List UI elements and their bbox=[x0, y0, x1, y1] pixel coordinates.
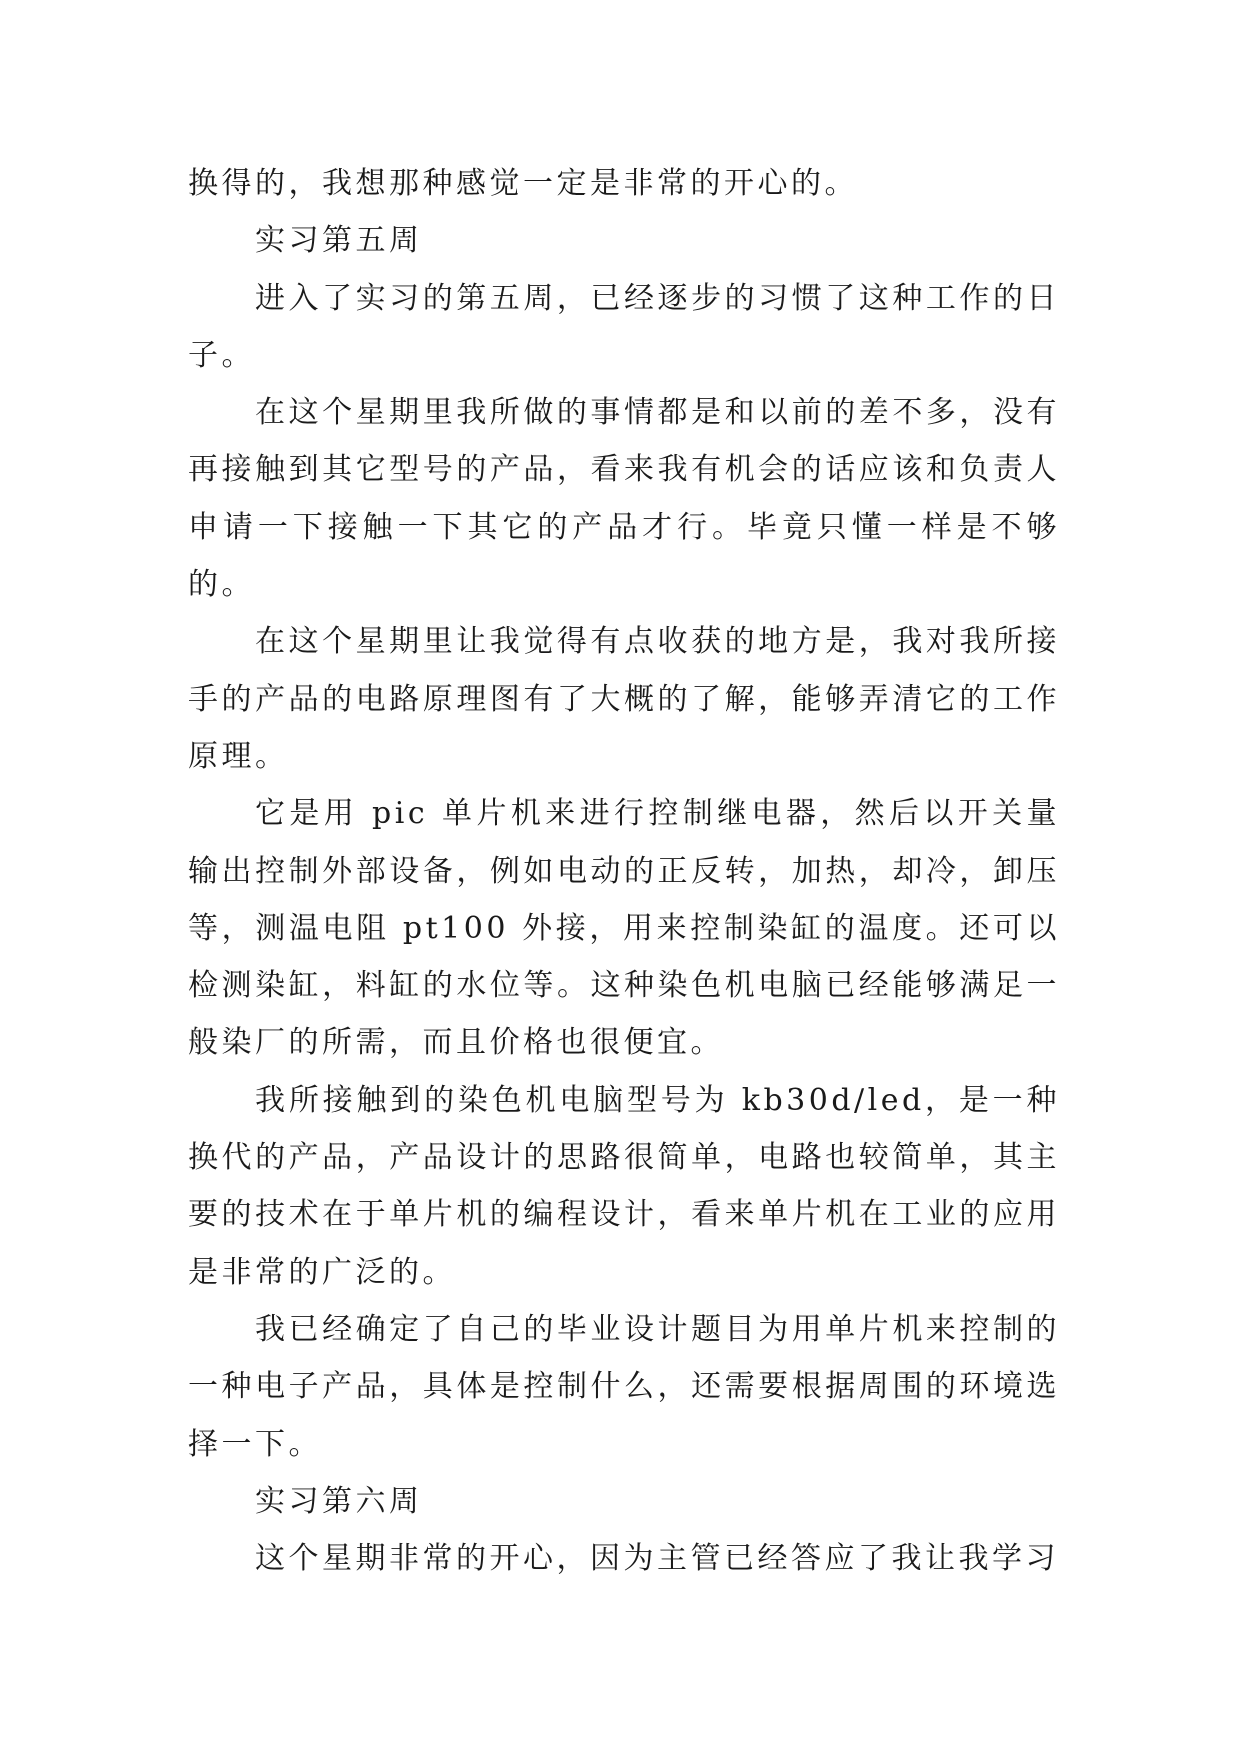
paragraph: 我所接触到的染色机电脑型号为 kb30d/led，是一种换代的产品，产品设计的思路很简单，电路也较简单，其主要的技术在于单片机的编程设计，看来单片机在工业的应用是非常的广泛的。 bbox=[188, 1082, 1060, 1290]
section-heading-week-5: 实习第五周 bbox=[255, 223, 423, 259]
paragraph: 在这个星期里我所做的事情都是和以前的差不多，没有再接触到其它型号的产品，看来我有机会的话应该和负责人申请一下接触一下其它的产品才行。毕竟只懂一样是不够的。 bbox=[188, 395, 1060, 603]
paragraph: 我已经确定了自己的毕业设计题目为用单片机来控制的一种电子产品，具体是控制什么，还需要根据周围的环境选择一下。 bbox=[188, 1311, 1060, 1462]
paragraph: 在这个星期里让我觉得有点收获的地方是，我对我所接手的产品的电路原理图有了大概的了解，能够弄清它的工作原理。 bbox=[188, 624, 1060, 774]
paragraph: 它是用 pic 单片机来进行控制继电器，然后以开关量输出控制外部设备，例如电动的正反转，加热，却冷，卸压等，测温电阻 pt100 外接，用来控制染缸的温度。还可以检测染缸，料缸的水位等。这种染色机电脑已经能够满足一般染厂的所需，而且价格也很便宜。 bbox=[188, 796, 1060, 1061]
section-heading-week-6: 实习第六周 bbox=[255, 1483, 423, 1519]
paragraph: 这个星期非常的开心，因为主管已经答应了我让我学习 bbox=[255, 1541, 1059, 1577]
document-body bbox=[188, 155, 1060, 1587]
paragraph: 进入了实习的第五周，已经逐步的习惯了这种工作的日子。 bbox=[188, 280, 1060, 373]
paragraph-continuation: 换得的，我想那种感觉一定是非常的开心的。 bbox=[188, 166, 858, 201]
